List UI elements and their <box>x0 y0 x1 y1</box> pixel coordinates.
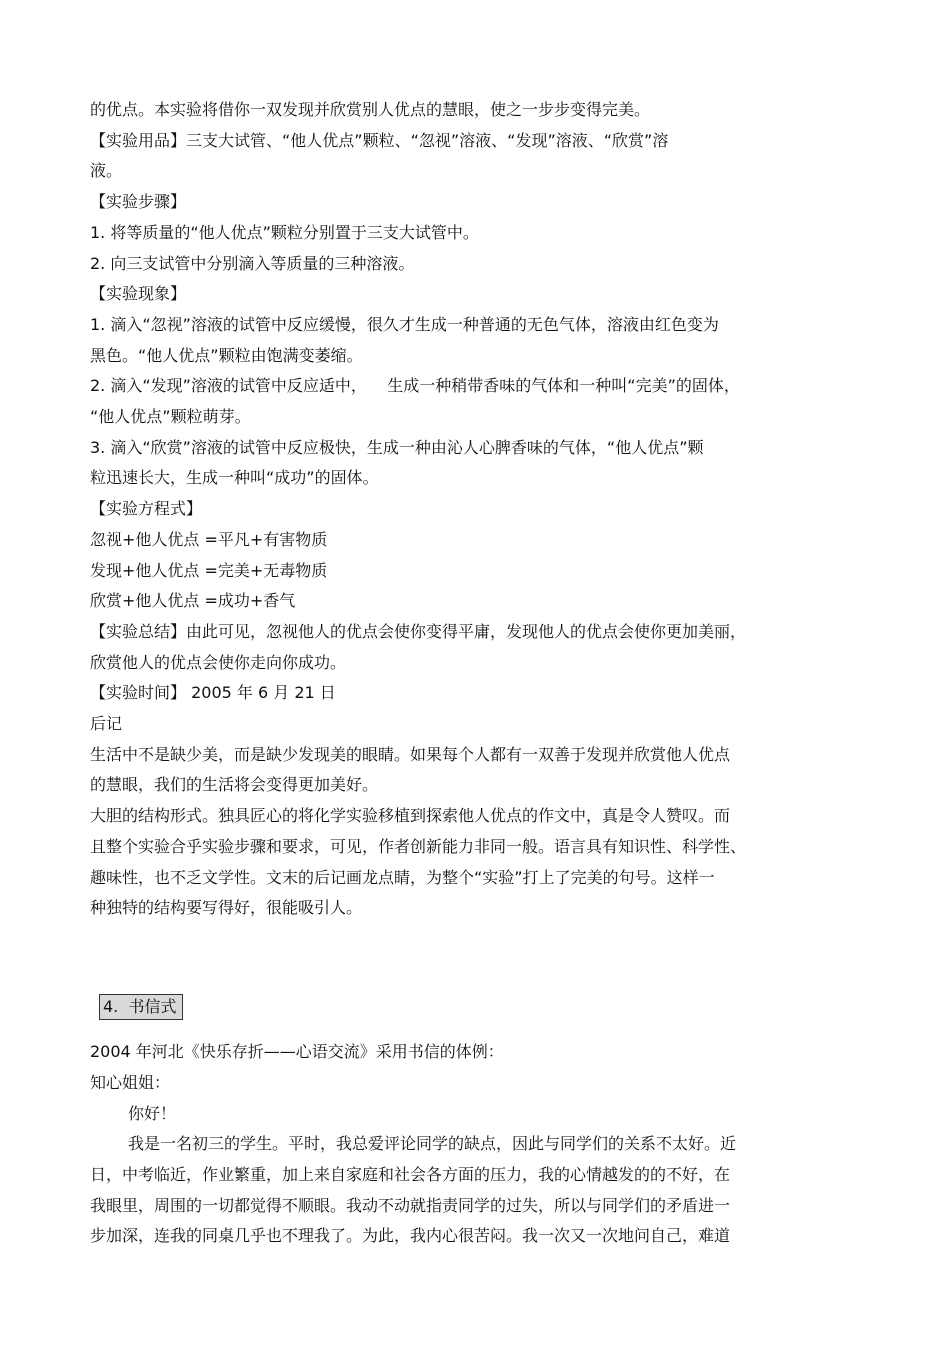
text-line: 粒迅速长大，生成一种叫“成功”的固体。 <box>90 468 379 487</box>
letter-greeting: 你好！ <box>128 1104 177 1123</box>
letter-intro: 2004 年河北《快乐存折——心语交流》采用书信的体例： <box>90 1042 504 1061</box>
letter-body-line: 步加深，连我的同桌几乎也不理我了。为此，我内心很苦闷。我一次又一次地问自己，难道 <box>90 1226 731 1245</box>
text-line: 3. 滴入“欣赏”溶液的试管中反应极快，生成一种由沁人心脾香味的气体，“他人优点”颗 <box>90 438 704 457</box>
letter-body-line: 日，中考临近，作业繁重，加上来自家庭和社会各方面的压力，我的心情越发的的不好，在 <box>90 1165 731 1184</box>
text-line: 趣味性，也不乏文学性。文末的后记画龙点睛，为整个“实验”打上了完美的句号。这样一 <box>90 868 715 887</box>
text-line: 【实验用品】三支大试管、“他人优点”颗粒、“忽视”溶液、“发现”溶液、“欣赏”溶 <box>90 131 669 150</box>
text-line: 欣赏他人的优点会使你走向你成功。 <box>90 653 347 672</box>
text-line: 大胆的结构形式。独具匠心的将化学实验移植到探索他人优点的作文中，真是令人赞叹。而 <box>90 806 731 825</box>
subheading: 【实验方程式】 <box>90 499 203 518</box>
text-line: “他人优点”颗粒萌芽。 <box>90 407 251 426</box>
text-line: 1. 滴入“忽视”溶液的试管中反应缓慢，很久才生成一种普通的无色气体，溶液由红色变为 <box>90 315 719 334</box>
text-line: 【实验时间】 2005 年 6 月 21 日 <box>90 683 336 702</box>
equation-line: 忽视+他人优点 =平凡+有害物质 <box>90 530 328 549</box>
text-line: 的优点。本实验将借你一双发现并欣赏别人优点的慧眼，使之一步步变得完美。 <box>90 100 651 119</box>
letter-body-line: 我是一名初三的学生。平时，我总爱评论同学的缺点，因此与同学们的关系不太好。近 <box>128 1134 737 1153</box>
letter-salutation: 知心姐姐： <box>90 1073 171 1092</box>
letter-body-line: 我眼里，周围的一切都觉得不顺眼。我动不动就指责同学的过失，所以与同学们的矛盾进一 <box>90 1196 731 1215</box>
equation-line: 欣赏+他人优点 =成功+香气 <box>90 591 296 610</box>
text-line: 黑色。“他人优点”颗粒由饱满变萎缩。 <box>90 346 363 365</box>
text-line: 2. 滴入“发现”溶液的试管中反应适中， 生成一种稍带香味的气体和一种叫“完美”的固体， <box>90 376 740 395</box>
text-line: 生活中不是缺少美，而是缺少发现美的眼睛。如果每个人都有一双善于发现并欣赏他人优点 <box>90 745 731 764</box>
equation-line: 发现+他人优点 =完美+无毒物质 <box>90 561 328 580</box>
text-line: 【实验总结】由此可见，忽视他人的优点会使你变得平庸，发现他人的优点会使你更加美丽， <box>90 622 747 641</box>
subheading: 【实验步骤】 <box>90 192 187 211</box>
text-line: 种独特的结构要写得好，很能吸引人。 <box>90 898 363 917</box>
subheading: 【实验现象】 <box>90 284 187 303</box>
text-line: 1. 将等质量的“他人优点”颗粒分别置于三支大试管中。 <box>90 223 479 242</box>
subheading: 后记 <box>90 714 123 733</box>
section-heading: 4. 书信式 <box>99 994 183 1020</box>
text-line: 液。 <box>90 161 123 180</box>
text-line: 2. 向三支试管中分别滴入等质量的三种溶液。 <box>90 254 415 273</box>
text-line: 且整个实验合乎实验步骤和要求，可见，作者创新能力非同一般。语言具有知识性、科学性、 <box>90 837 747 856</box>
text-line: 的慧眼，我们的生活将会变得更加美好。 <box>90 775 379 794</box>
